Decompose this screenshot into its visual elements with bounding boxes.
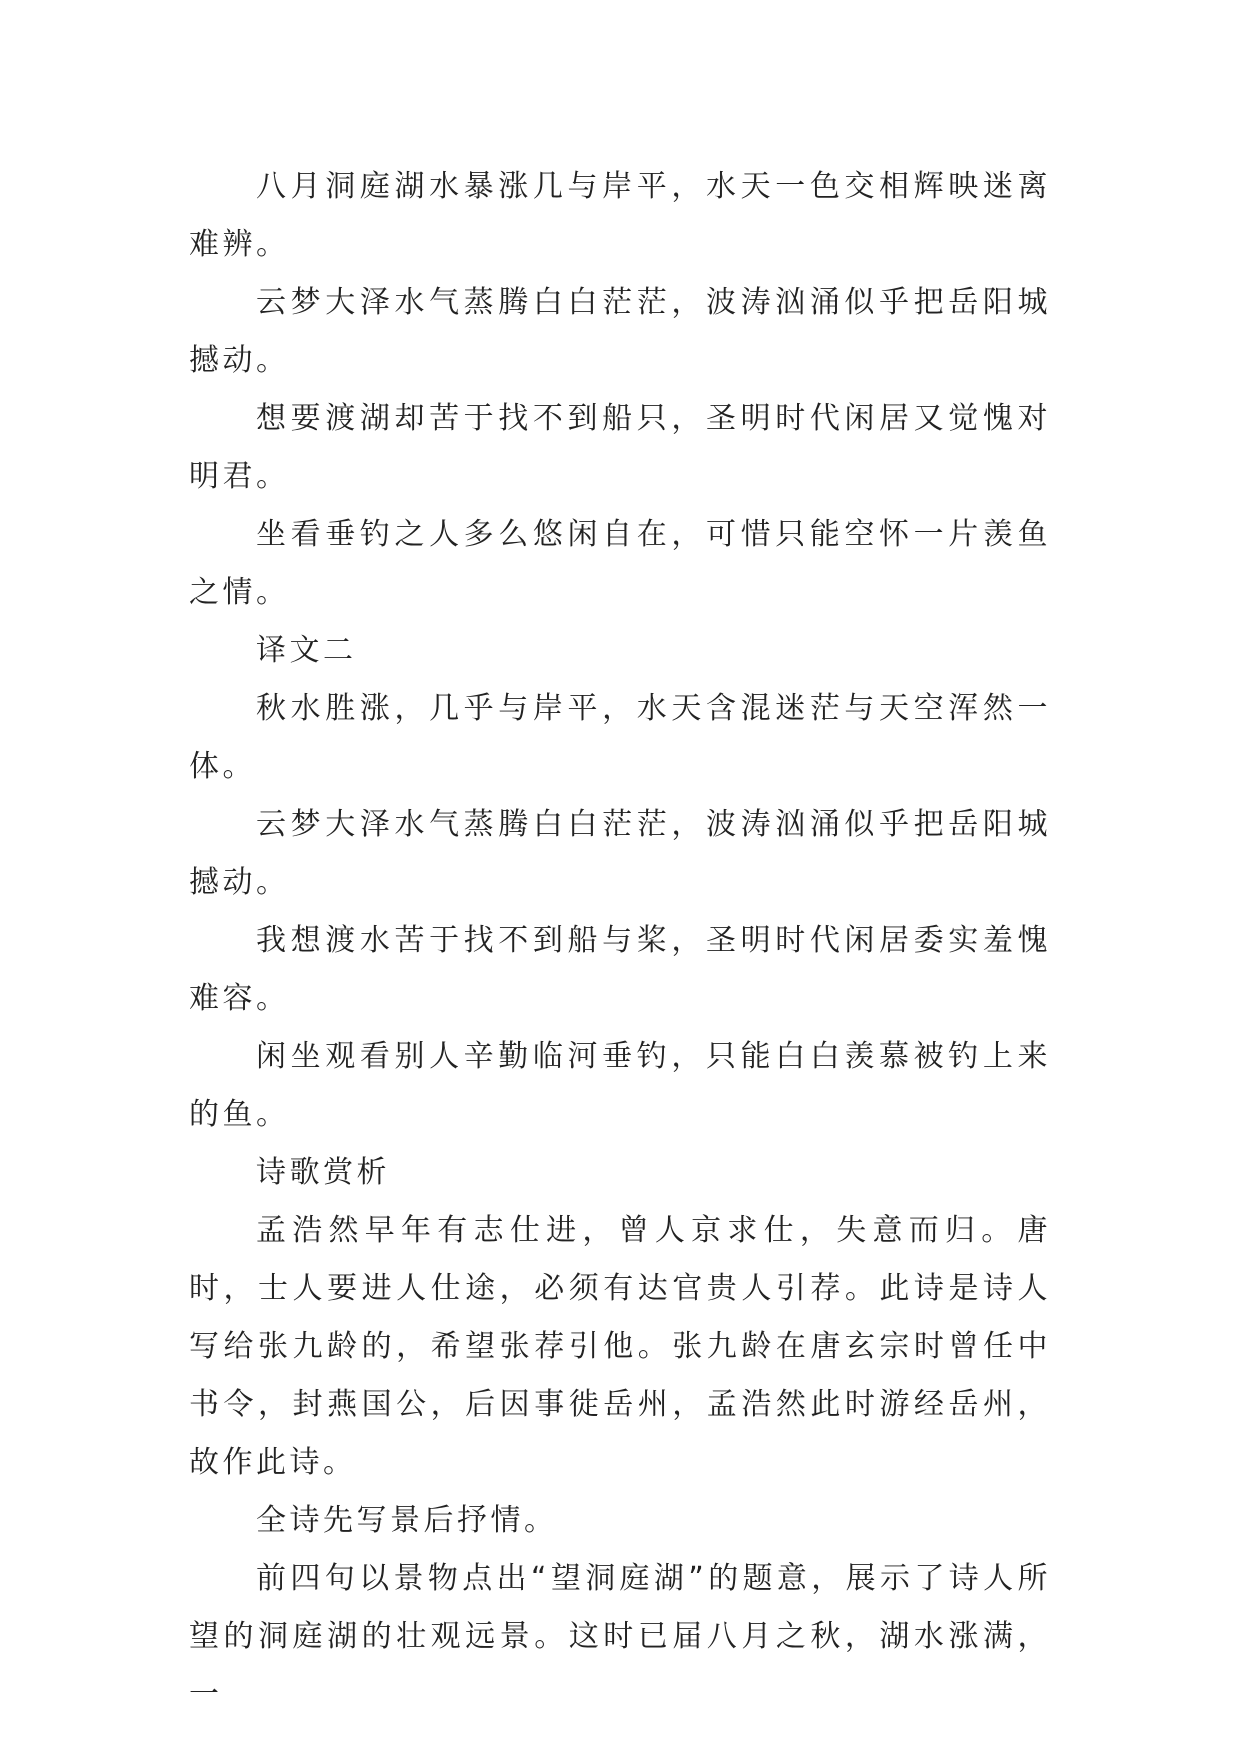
paragraph-translation-two-line-2: 云梦大泽水气蒸腾白白茫茫，波涛汹涌似乎把岳阳城撼动。 <box>189 807 1051 900</box>
section-heading-appreciation: 诗歌赏析 <box>256 1155 390 1190</box>
paragraph-translation-line-1: 八月洞庭湖水暴涨几与岸平，水天一色交相辉映迷离难辨。 <box>189 169 1051 262</box>
section-heading-translation-two: 译文二 <box>256 633 357 668</box>
paragraph-appreciation-first-four-lines: 前四句以景物点出“望洞庭湖”的题意，展示了诗人所望的洞庭湖的壮观远景。这时已届八月之秋，湖水涨满，一 <box>189 1561 1051 1712</box>
paragraph-appreciation-structure: 全诗先写景后抒情。 <box>256 1503 558 1538</box>
paragraph-translation-line-2: 云梦大泽水气蒸腾白白茫茫，波涛汹涌似乎把岳阳城撼动。 <box>189 285 1051 378</box>
paragraph-translation-line-4: 坐看垂钓之人多么悠闲自在，可惜只能空怀一片羡鱼之情。 <box>189 517 1051 610</box>
paragraph-translation-two-line-1: 秋水胜涨，几乎与岸平，水天含混迷茫与天空浑然一体。 <box>189 691 1051 784</box>
paragraph-appreciation-background: 孟浩然早年有志仕进，曾人京求仕，失意而归。唐时，士人要进人仕途，必须有达官贵人引荐。此诗是诗人写给张九龄的，希望张荐引他。张九龄在唐玄宗时曾任中书令，封燕国公，后因事徙岳州，孟浩然此时游经岳州，故作此诗。 <box>189 1213 1051 1480</box>
paragraph-translation-two-line-3: 我想渡水苦于找不到船与桨，圣明时代闲居委实羞愧难容。 <box>189 923 1051 1016</box>
paragraph-translation-two-line-4: 闲坐观看别人辛勤临河垂钓，只能白白羡慕被钓上来的鱼。 <box>189 1039 1051 1132</box>
document-body <box>189 158 1051 1724</box>
paragraph-translation-line-3: 想要渡湖却苦于找不到船只，圣明时代闲居又觉愧对明君。 <box>189 401 1051 494</box>
